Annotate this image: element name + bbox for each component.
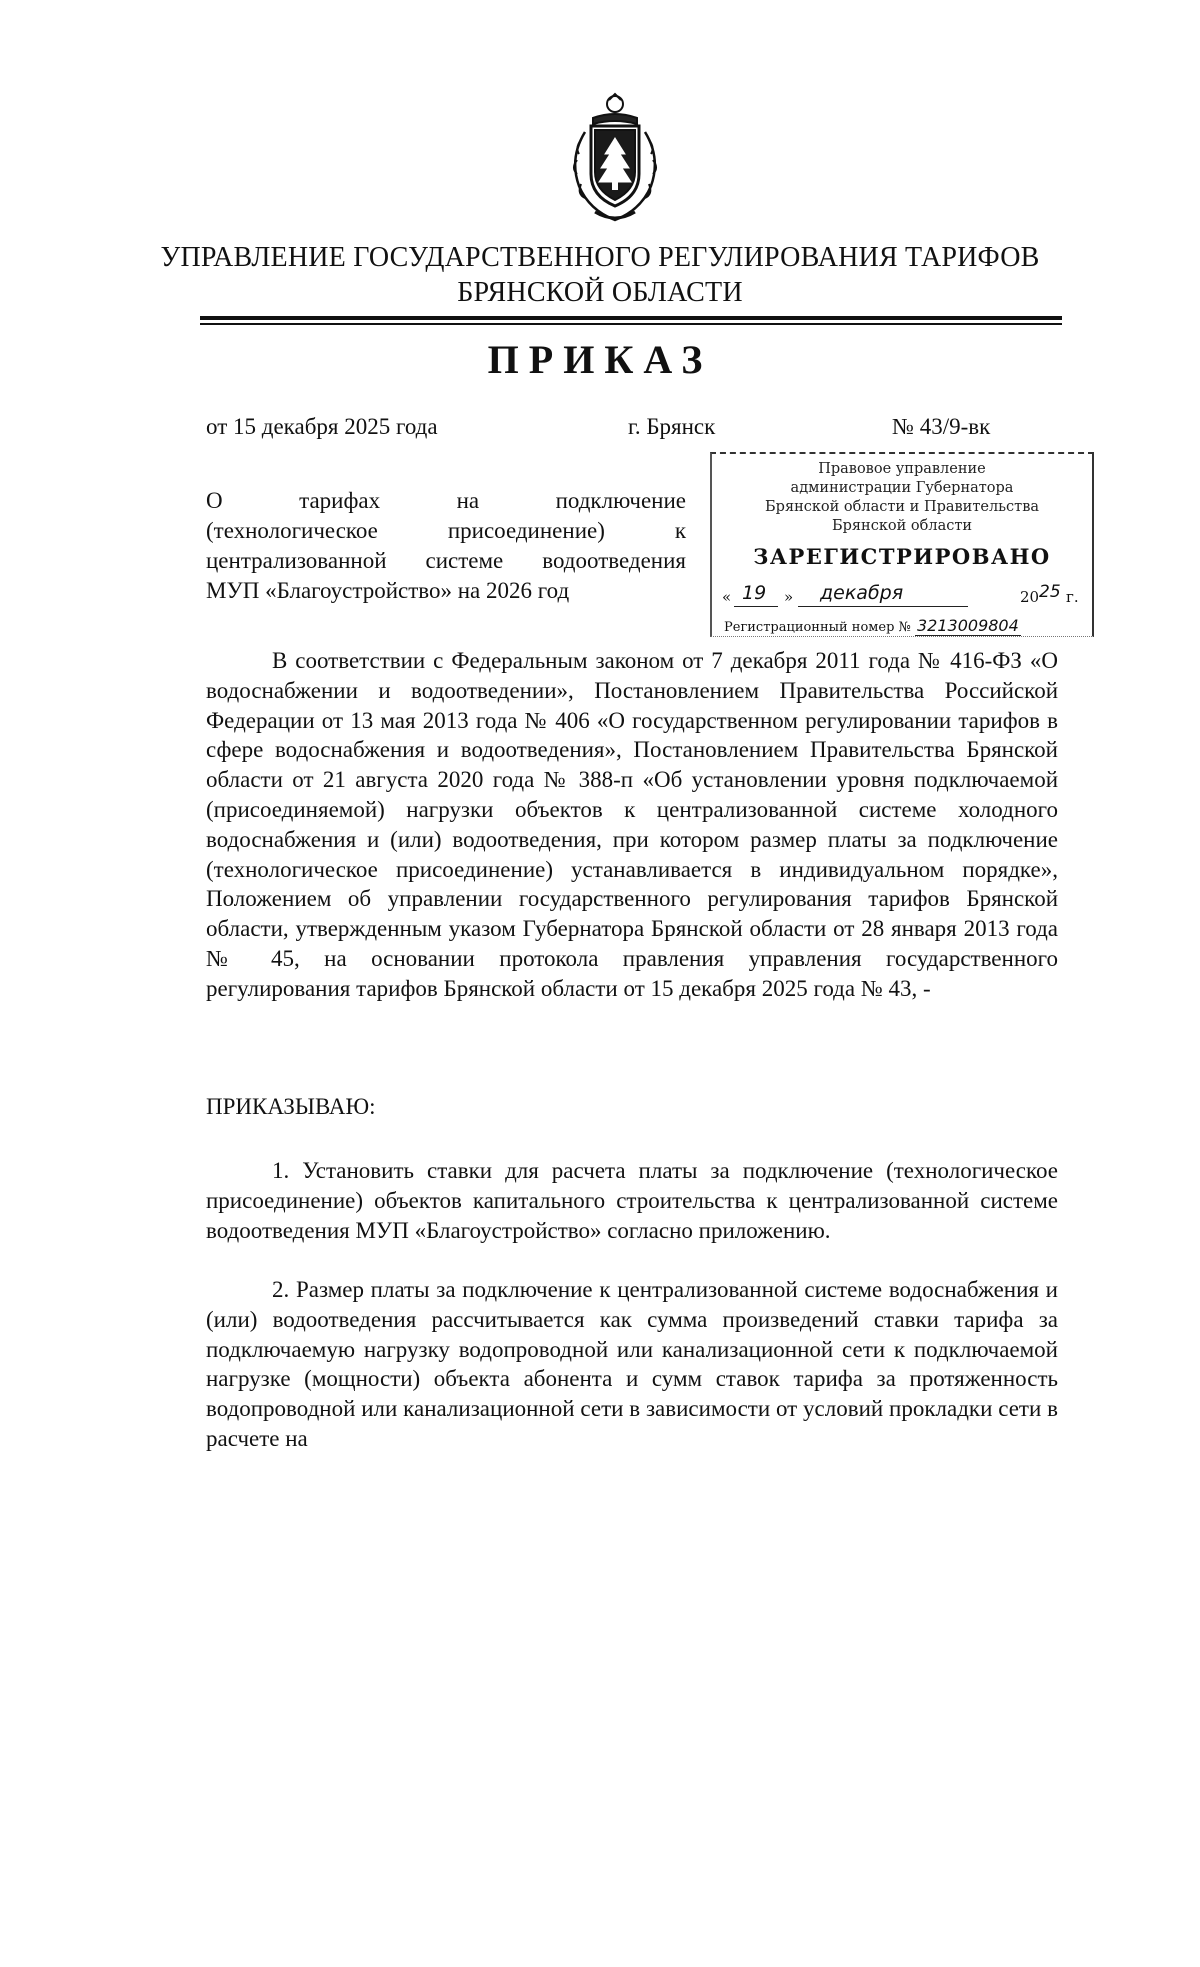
order-item-1: 1. Установить ставки для расчета платы за подключение (технологическое присоединение) объектов капитального строительства к централизованной системе водоотведения МУП «Благоустройство» согласно приложению. xyxy=(206,1158,1058,1243)
order-subject xyxy=(206,486,686,606)
stamp-org-line: Брянской области xyxy=(831,518,973,534)
stamp-underline xyxy=(734,606,778,607)
stamp-month: декабря xyxy=(820,582,904,604)
preamble-paragraph: В соответствии с Федеральным законом от 7 декабря 2011 года № 416-ФЗ «О водоснабжении и водоотведении», Постановлением Правительства Российской Федерации от 13 мая 2013 года № 406 «О государственном регулировании тарифов в сфере водоснабжения и водоотведения», Постановлением Правительства Брянской области от 21 августа 2020 года № 388-п «Об установлении уровня подключаемой (присоединяемой) нагрузки объектов к централизованной системе холодного водоснабжения и (или) водоотведения, при котором размер платы за подключение (технологическое присоединение) устанавливается в индивидуальном порядке», Положением об управлении государственного регулирования тарифов Брянской области, утвержденным указом Губернатора Брянской области от 28 января 2013 года № 45, на основании протокола правления управления государственного регулирования тарифов Брянской области от 15 декабря 2025 года № 43, - xyxy=(206,648,1058,1001)
order-number: № 43/9-вк xyxy=(892,414,991,439)
subject-line: (технологическое присоединение) к xyxy=(206,518,686,543)
document-type-title: ПРИКАЗ xyxy=(487,337,713,382)
order-date: от 15 декабря 2025 года xyxy=(206,414,438,439)
stamp-quote-close: » xyxy=(784,588,794,606)
stamp-quote-open: « xyxy=(722,588,732,606)
ordered-heading: ПРИКАЗЫВАЮ: xyxy=(206,1094,376,1119)
stamp-reg-number-value: 3213009804 xyxy=(916,616,1019,635)
subject-line: О тарифах на подключение xyxy=(206,488,686,513)
order-item-2: 2. Размер платы за подключение к централизованной системе водоснабжения и (или) водоотведения рассчитывается как сумма произведений ставки тарифа за подключаемую нагрузку водопроводной или канализационной сети к подключаемой нагрузке (мощности) объекта абонента и сумм ставок тарифа за протяженность водопроводной или канализационной сети в зависимости от условий прокладки сети в расчете на xyxy=(206,1277,1058,1451)
stamp-day: 19 xyxy=(742,582,767,604)
agency-name-line2: БРЯНСКОЙ ОБЛАСТИ xyxy=(457,277,743,308)
stamp-org-line: администрации Губернатора xyxy=(790,480,1014,496)
stamp-org-line: Правовое управление xyxy=(818,461,986,477)
registration-stamp xyxy=(710,452,1094,637)
subject-line: МУП «Благоустройство» на 2026 год xyxy=(206,578,570,603)
agency-name-line1: УПРАВЛЕНИЕ ГОСУДАРСТВЕННОГО РЕГУЛИРОВАНИЯ ТАРИФОВ xyxy=(160,242,1040,273)
stamp-date xyxy=(722,582,1082,612)
stamp-reg-number-label: Регистрационный номер № xyxy=(724,620,911,635)
stamp-year-suffix: 25 xyxy=(1039,582,1061,602)
agency-name xyxy=(160,240,1040,310)
stamp-year-unit: г. xyxy=(1066,588,1079,606)
stamp-registered-label: ЗАРЕГИСТРИРОВАНО xyxy=(753,544,1051,569)
stamp-reg-number xyxy=(724,616,1021,635)
stamp-year-prefix: 20 xyxy=(1020,588,1040,606)
subject-line: централизованной системе водоотведения xyxy=(206,548,686,573)
header-thick-rule xyxy=(200,316,1062,320)
coat-of-arms-emblem xyxy=(555,88,675,228)
stamp-underline xyxy=(798,606,968,607)
stamp-org-line: Брянской области и Правительства xyxy=(765,499,1039,515)
order-city: г. Брянск xyxy=(628,414,716,439)
header-thin-rule xyxy=(200,323,1062,325)
